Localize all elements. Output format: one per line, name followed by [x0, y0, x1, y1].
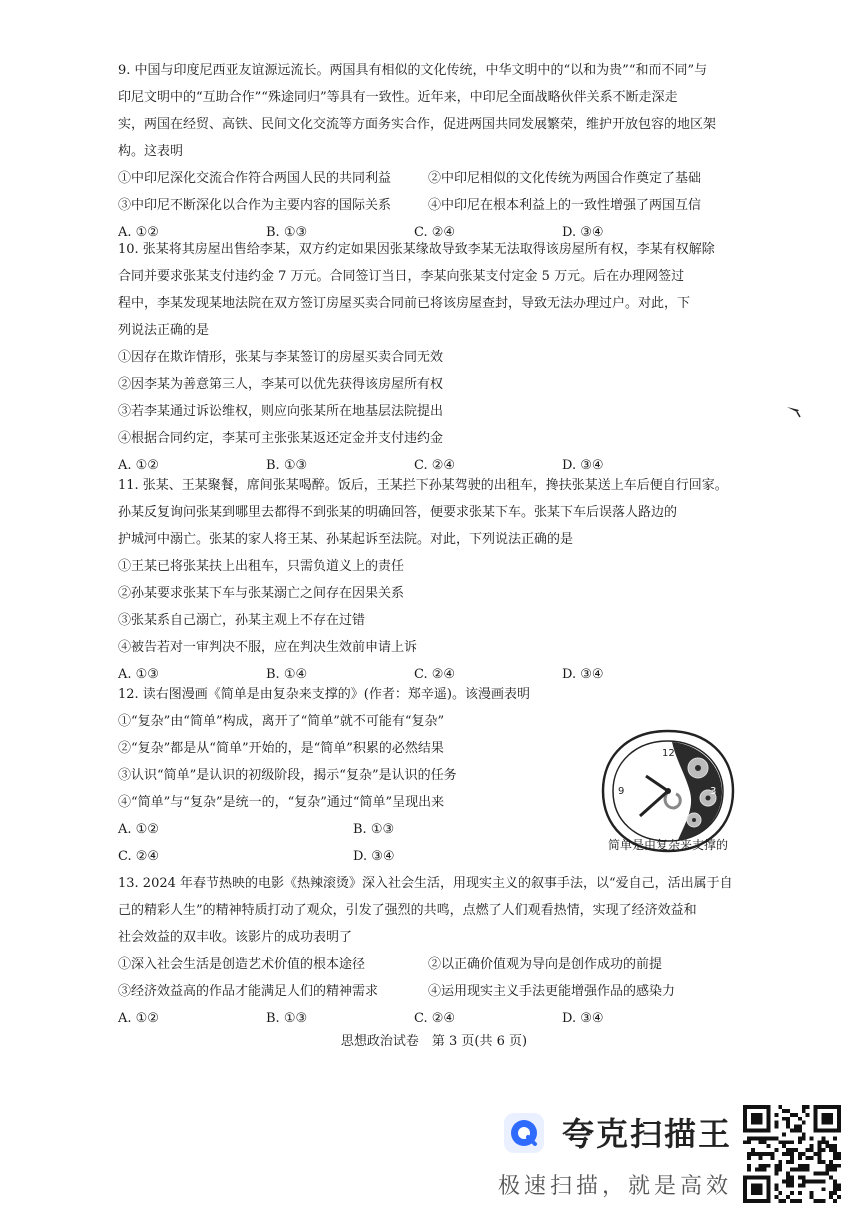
answer-option-c: C. ②④ [118, 849, 160, 864]
cartoon-caption: 简单是由复杂来支撑的 [607, 838, 728, 852]
statement-row [118, 951, 738, 978]
answer-option-a: A. ①② [118, 225, 159, 240]
answer-option-d: D. ③④ [562, 458, 604, 473]
answer-row [118, 843, 588, 870]
statement: ①中印尼深化交流合作符合两国人民的共同利益 [118, 171, 392, 186]
answer-option-a: A. ①③ [118, 667, 159, 682]
question-line: 列说法正确的是 [118, 323, 210, 338]
question-13 [118, 870, 738, 1032]
answer-option-c: C. ②④ [414, 458, 456, 473]
statement: ②以正确价值观为导向是创作成功的前提 [428, 957, 663, 972]
question-line: 11. 张某、王某聚餐，席间张某喝醉。饭后，王某拦下孙某驾驶的出租车，搀扶张某送上车后便自行回家。 [118, 478, 728, 493]
clock-number: 6 [662, 828, 669, 839]
statement: ③中印尼不断深化以合作为主要内容的国际关系 [118, 198, 392, 213]
page-footer: 思想政治试卷 第 3 页(共 6 页) [340, 1034, 528, 1049]
statement: ④根据合同约定，李某可主张张某返还定金并支付违约金 [118, 431, 444, 446]
statement: ②因李某为善意第三人，李某可以优先获得该房屋所有权 [118, 377, 444, 392]
pen-mark-icon [786, 404, 802, 420]
brand-name: 夸克扫描王 [562, 1115, 733, 1153]
question-line: 构。这表明 [118, 144, 184, 159]
scanner-watermark [494, 1105, 734, 1205]
answer-option-d: D. ③④ [562, 1011, 604, 1026]
question-line: 实，两国在经贸、高铁、民间文化交流等方面务实合作，促进两国共同发展繁荣，维护开放包容的地区架 [118, 117, 717, 132]
statement: ③经济效益高的作品才能满足人们的精神需求 [118, 984, 379, 999]
answer-option-d: D. ③④ [353, 849, 395, 864]
answer-option-a: A. ①② [118, 822, 159, 837]
answer-row [118, 816, 588, 843]
answer-option-b: B. ①③ [266, 225, 308, 240]
brand-slogan: 极速扫描，就是高效 [498, 1174, 733, 1199]
statement: ④“简单”与“复杂”是统一的，“复杂”通过“简单”呈现出来 [118, 795, 445, 810]
answer-row [118, 1005, 738, 1032]
answer-option-c: C. ②④ [414, 225, 456, 240]
answer-option-a: A. ①② [118, 458, 159, 473]
statement: ①因存在欺诈情形，张某与李某签订的房屋买卖合同无效 [118, 350, 444, 365]
statement: ③张某系自己溺亡，孙某主观上不存在过错 [118, 613, 366, 628]
answer-option-a: A. ①② [118, 1011, 159, 1026]
question-11 [118, 472, 738, 688]
statement: ④被告若对一审判决不服，应在判决生效前申请上诉 [118, 640, 418, 655]
statement: ②孙某要求张某下车与张某溺亡之间存在因果关系 [118, 586, 405, 601]
answer-option-b: B. ①③ [266, 1011, 308, 1026]
answer-option-d: D. ③④ [562, 225, 604, 240]
statement: ③认识“简单”是认识的初级阶段，揭示“复杂”是认识的任务 [118, 768, 457, 783]
question-10 [118, 236, 738, 479]
statement-row [118, 192, 738, 219]
clock-number: 3 [710, 786, 717, 797]
statement: ④中印尼在根本利益上的一致性增强了两国互信 [428, 198, 702, 213]
question-line: 13. 2024 年春节热映的电影《热辣滚烫》深入社会生活，用现实主义的叙事手法，以“爱自己，活出属于自 [118, 876, 733, 891]
question-line: 孙某反复询问张某到哪里去都得不到张某的明确回答，便要求张某下车。张某下车后误落人路边的 [118, 505, 678, 520]
question-line: 9. 中国与印度尼西亚友谊源远流长。两国具有相似的文化传统，中华文明中的“以和为贵”“和而不同”与 [118, 63, 708, 78]
question-line: 程中，李某发现某地法院在双方签订房屋买卖合同前已将该房屋查封，导致无法办理过户。对此，下 [118, 296, 691, 311]
answer-option-c: C. ②④ [414, 667, 456, 682]
answer-option-c: C. ②④ [414, 1011, 456, 1026]
statement: ②中印尼相似的文化传统为两国合作奠定了基础 [428, 171, 702, 186]
answer-option-b: B. ①③ [353, 822, 395, 837]
answer-option-b: B. ①③ [266, 458, 308, 473]
question-line: 印尼文明中的“互助合作”“殊途同归”等具有一致性。近年来，中印尼全面战略伙伴关系不断走深走 [118, 90, 678, 105]
answer-option-b: B. ①④ [266, 667, 308, 682]
question-line: 10. 张某将其房屋出售给李某，双方约定如果因张某缘故导致李某无法取得该房屋所有权，李某有权解除 [118, 242, 715, 257]
question-12 [118, 681, 588, 870]
statement: ①深入社会生活是创造艺术价值的根本途径 [118, 957, 366, 972]
clock-number: 12 [662, 748, 675, 759]
statement: ①王某已将张某扶上出租车，只需负道义上的责任 [118, 559, 405, 574]
statement: ③若李某通过诉讼维权，则应向张某所在地基层法院提出 [118, 404, 444, 419]
question-line: 12. 读右图漫画《简单是由复杂来支撑的》(作者：郑辛遥)。该漫画表明 [118, 687, 530, 702]
quark-logo-icon [502, 1111, 546, 1155]
statement: ①“复杂”由“简单”构成，离开了“简单”就不可能有“复杂” [118, 714, 445, 729]
question-line: 己的精彩人生”的精神特质打动了观众，引发了强烈的共鸣，点燃了人们观看热情，实现了经济效益和 [118, 903, 697, 918]
question-line: 合同并要求张某支付违约金 7 万元。合同签订当日，李某向张某支付定金 5 万元。后在办理网签过 [118, 269, 685, 284]
answer-option-d: D. ③④ [562, 667, 604, 682]
question-line: 护城河中溺亡。张某的家人将王某、孙某起诉至法院。对此，下列说法正确的是 [118, 532, 574, 547]
qr-code-icon[interactable] [743, 1105, 841, 1203]
clock-number: 9 [618, 786, 625, 797]
statement: ④运用现实主义手法更能增强作品的感染力 [428, 984, 676, 999]
question-9 [118, 57, 738, 246]
question-line: 社会效益的双丰收。该影片的成功表明了 [118, 930, 353, 945]
statement-row [118, 978, 738, 1005]
statement: ②“复杂”都是从“简单”开始的，是“简单”积累的必然结果 [118, 741, 444, 756]
statement-row [118, 165, 738, 192]
